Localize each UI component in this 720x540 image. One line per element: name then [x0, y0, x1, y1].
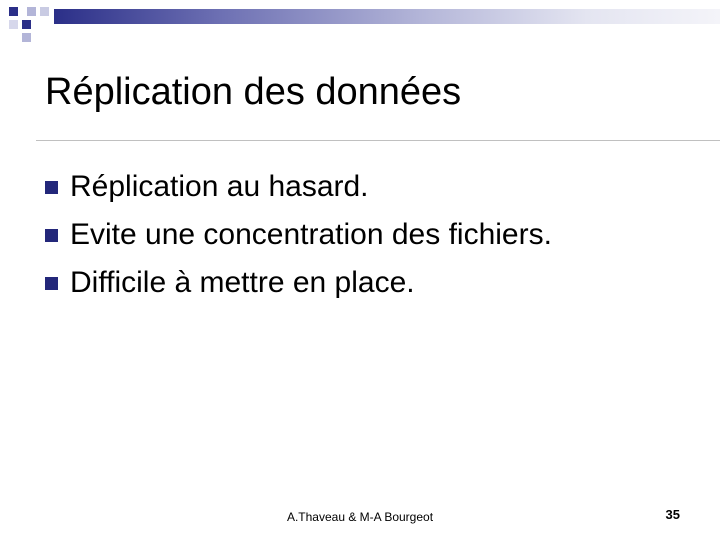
- decor-square-dark-2: [22, 20, 31, 29]
- page-number: 35: [665, 507, 680, 522]
- footer-authors: A.Thaveau & M-A Bourgeot: [286, 510, 434, 524]
- bullet-item: [45, 259, 552, 307]
- decor-square-light-3: [9, 20, 18, 29]
- bullet-text: Réplication au hasard.: [70, 170, 369, 203]
- decor-square-light-1: [27, 7, 36, 16]
- title-divider: [36, 140, 720, 141]
- bullet-item: [45, 163, 552, 211]
- square-bullet-icon: [45, 277, 58, 290]
- slide-title: Réplication des données: [45, 71, 462, 113]
- square-bullet-icon: [45, 229, 58, 242]
- header-gradient-bar: [54, 9, 720, 24]
- decor-square-light-2: [40, 7, 49, 16]
- decor-square-dark-1: [9, 7, 18, 16]
- bullet-item: [45, 211, 552, 259]
- square-bullet-icon: [45, 181, 58, 194]
- bullet-text: Evite une concentration des fichiers.: [70, 218, 552, 251]
- decor-square-light-4: [22, 33, 31, 42]
- bullet-list: [45, 163, 552, 307]
- bullet-text: Difficile à mettre en place.: [70, 266, 415, 299]
